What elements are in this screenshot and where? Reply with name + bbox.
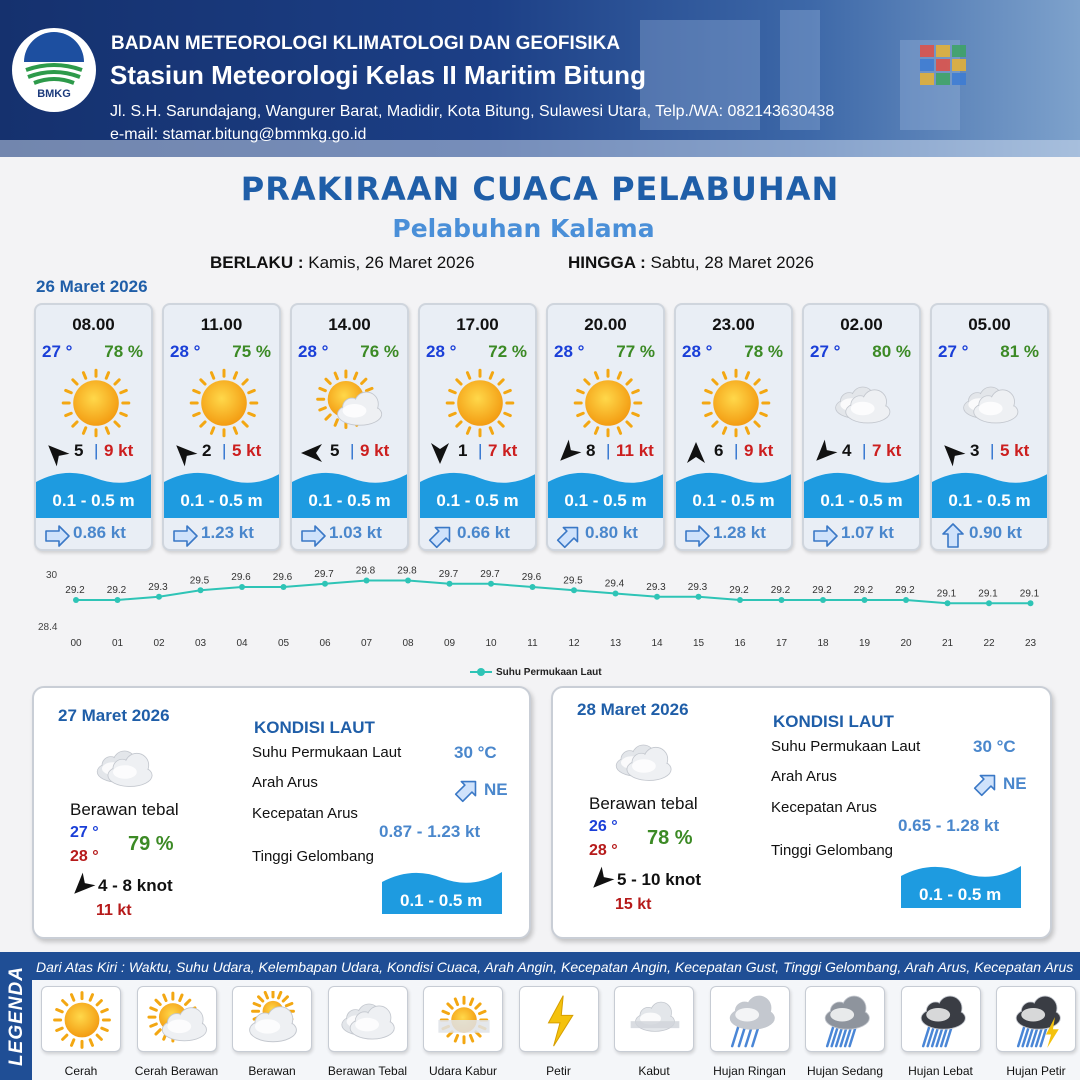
forecast-card xyxy=(34,303,153,551)
sst-point xyxy=(198,587,204,593)
current-direction-icon xyxy=(971,771,1001,802)
current-direction: NE xyxy=(1003,774,1027,793)
air-temperature: 27 ° xyxy=(42,342,73,361)
air-temperature: 28 ° xyxy=(298,342,329,361)
separator: | xyxy=(222,441,227,460)
cerah-icon xyxy=(698,365,774,446)
current-direction-icon xyxy=(170,523,200,551)
wave-height: 0.1 - 0.5 m xyxy=(820,491,903,510)
sst-chart xyxy=(0,562,1080,662)
sst-data-label: 29.7 xyxy=(314,568,334,580)
sst-label: Suhu Permukaan Laut xyxy=(252,744,402,761)
wave-height: 0.1 - 0.5 m xyxy=(919,885,1002,904)
sst-point xyxy=(156,594,162,600)
forecast-time: 08.00 xyxy=(72,315,115,334)
air-temperature: 28 ° xyxy=(170,342,201,361)
x-tick-label: 09 xyxy=(443,638,456,649)
humidity: 72 % xyxy=(488,342,527,361)
legend-label: Udara Kabur xyxy=(428,1064,498,1078)
logo-text: BMKG xyxy=(37,88,71,100)
sst-data-label: 29.6 xyxy=(521,572,542,583)
forecast-card xyxy=(418,303,537,551)
berawan-tebal-icon xyxy=(328,986,408,1052)
wind-speed: 6 xyxy=(714,441,724,460)
current-direction-label: Arah Arus xyxy=(771,768,837,785)
sst-point xyxy=(820,597,826,603)
legend-item xyxy=(418,986,508,1078)
humidity: 78 % xyxy=(744,342,783,361)
humidity: 78 % xyxy=(104,342,143,361)
humidity: 80 % xyxy=(872,342,911,361)
x-tick-label: 18 xyxy=(817,638,829,649)
weather-condition: Berawan tebal xyxy=(589,794,698,813)
x-tick-label: 21 xyxy=(941,638,954,649)
forecast-time: 05.00 xyxy=(968,315,1011,334)
min-temperature: 27 ° xyxy=(70,824,99,841)
x-tick-label: 20 xyxy=(900,638,912,649)
current-direction-icon xyxy=(452,777,482,808)
kabut-icon xyxy=(614,986,694,1052)
forecast-time: 20.00 xyxy=(584,315,627,334)
sst-data-label: 29.7 xyxy=(480,568,500,580)
x-tick-label: 01 xyxy=(111,638,124,649)
sst-point xyxy=(696,594,702,600)
x-tick-label: 05 xyxy=(277,638,290,649)
page-title: PRAKIRAAN CUACA PELABUHAN xyxy=(240,170,840,208)
forecast-date: 26 Maret 2026 xyxy=(36,277,148,296)
gust-speed: 11 kt xyxy=(616,441,654,460)
valid-to-value: Sabtu, 28 Maret 2026 xyxy=(650,253,815,272)
sst-point xyxy=(281,584,287,590)
legend-label: Cerah Berawan xyxy=(134,1064,219,1078)
sst-data-label: 29.5 xyxy=(563,575,583,587)
sst-point xyxy=(364,578,370,584)
sst-point xyxy=(737,597,743,603)
air-temperature: 28 ° xyxy=(426,342,457,361)
sst-data-label: 29.5 xyxy=(189,575,210,587)
cerah-icon xyxy=(442,365,518,446)
daily-summary-panel xyxy=(32,686,531,939)
max-temperature: 28 ° xyxy=(589,842,618,859)
x-tick-label: 02 xyxy=(153,638,165,649)
sst-point xyxy=(530,584,536,590)
legend-item xyxy=(705,986,795,1078)
sst-data-label: 29.2 xyxy=(65,585,85,596)
wave-height: 0.1 - 0.5 m xyxy=(948,491,1031,510)
cerah-icon xyxy=(58,365,134,446)
current-direction-icon xyxy=(42,523,72,551)
sst-point xyxy=(447,581,453,587)
wind-speed: 5 xyxy=(74,441,84,460)
x-tick-label: 23 xyxy=(1024,638,1037,649)
sst-data-label: 29.3 xyxy=(148,581,168,593)
legend-label: Hujan Petir xyxy=(1006,1064,1066,1078)
sst-data-label: 29.8 xyxy=(397,565,417,577)
sst-point xyxy=(862,597,868,603)
current-direction-icon xyxy=(810,523,840,551)
sst-point xyxy=(654,594,660,600)
wind-speed-range: 4 - 8 knot xyxy=(98,876,173,895)
y-tick-label: 30 xyxy=(46,570,58,581)
sst-point xyxy=(571,587,577,593)
sst-data-label: 29.2 xyxy=(770,585,791,596)
legend-item xyxy=(896,986,986,1078)
sea-condition-title: KONDISI LAUT xyxy=(773,712,894,731)
sst-point xyxy=(986,600,992,606)
sst-data-label: 29.2 xyxy=(106,585,127,596)
gust-speed: 9 kt xyxy=(104,441,134,460)
x-tick-label: 04 xyxy=(236,638,248,649)
cerah-icon xyxy=(41,986,121,1052)
current-direction: NE xyxy=(484,780,508,799)
legend-label: Petir xyxy=(546,1064,571,1078)
forecast-card xyxy=(162,303,281,551)
current-speed: 0.90 kt xyxy=(969,523,1022,542)
legend-label: Cerah xyxy=(64,1064,98,1078)
legend-label: Berawan xyxy=(248,1064,296,1078)
legend-label: Kabut xyxy=(638,1064,670,1078)
x-tick-label: 22 xyxy=(983,638,995,649)
bmkg-logo xyxy=(12,28,96,112)
separator: | xyxy=(990,441,995,460)
air-temperature: 27 ° xyxy=(810,342,841,361)
forecast-time: 17.00 xyxy=(456,315,499,334)
summary-date: 28 Maret 2026 xyxy=(577,700,689,719)
gust-speed: 9 kt xyxy=(744,441,774,460)
hujan-lebat-icon xyxy=(901,986,981,1052)
x-tick-label: 14 xyxy=(651,638,663,649)
current-speed-label: Kecepatan Arus xyxy=(252,805,358,822)
x-tick-label: 17 xyxy=(775,638,788,649)
legend-label: Hujan Lebat xyxy=(908,1064,973,1078)
wave-height: 0.1 - 0.5 m xyxy=(692,491,775,510)
forecast-time: 23.00 xyxy=(712,315,755,334)
gust-speed: 9 kt xyxy=(360,441,390,460)
x-tick-label: 07 xyxy=(360,638,373,649)
x-tick-label: 12 xyxy=(568,638,580,649)
legend-label: Hujan Sedang xyxy=(806,1064,884,1078)
sst-point xyxy=(73,597,79,603)
station-address: Jl. S.H. Sarundajang, Wangurer Barat, Madidir, Kota Bitung, Sulawesi Utara, Telp./WA: 082143630438 xyxy=(110,103,835,120)
forecast-time: 14.00 xyxy=(328,315,371,334)
gust-speed: 5 kt xyxy=(232,441,262,460)
sst-point xyxy=(115,597,121,603)
max-temperature: 28 ° xyxy=(70,848,99,865)
wind-speed: 3 xyxy=(970,441,980,460)
current-speed-range: 0.87 - 1.23 kt xyxy=(379,822,481,841)
header-banner xyxy=(0,0,1080,157)
hujan-ringan-icon xyxy=(710,986,790,1052)
agency-name: BADAN METEOROLOGI KLIMATOLOGI DAN GEOFISIKA xyxy=(111,33,621,54)
chart-legend xyxy=(470,667,602,678)
wave-height-label: Tinggi Gelombang xyxy=(771,842,894,859)
berawan-icon xyxy=(232,986,312,1052)
x-tick-label: 13 xyxy=(609,638,622,649)
wave-height: 0.1 - 0.5 m xyxy=(436,491,519,510)
station-email: e-mail: stamar.bitung@bmmkg.go.id xyxy=(110,126,367,143)
separator: | xyxy=(606,441,611,460)
current-speed: 0.80 kt xyxy=(585,523,638,542)
sst-data-label: 29.8 xyxy=(355,565,376,577)
sst-data-label: 29.7 xyxy=(438,568,459,580)
sst-data-label: 29.2 xyxy=(812,585,832,596)
x-tick-label: 00 xyxy=(70,638,82,649)
sst-data-label: 29.4 xyxy=(604,578,625,590)
wind-speed: 1 xyxy=(458,441,468,460)
separator: | xyxy=(862,441,867,460)
legend-description: Dari Atas Kiri : Waktu, Suhu Udara, Kelembapan Udara, Kondisi Cuaca, Arah Angin, Kecepatan Angin, Kecepatan Gust, Tinggi Gelombang, Arah Arus, Kecepatan Arus xyxy=(36,959,1074,975)
current-speed-range: 0.65 - 1.28 kt xyxy=(898,816,1000,835)
wave-height: 0.1 - 0.5 m xyxy=(308,491,391,510)
legend-item xyxy=(227,986,317,1078)
x-tick-label: 10 xyxy=(485,638,497,649)
humidity: 77 % xyxy=(616,342,655,361)
min-temperature: 26 ° xyxy=(589,818,618,835)
wave-height: 0.1 - 0.5 m xyxy=(52,491,135,510)
x-tick-label: 06 xyxy=(319,638,331,649)
separator: | xyxy=(350,441,355,460)
chart-legend-marker xyxy=(470,668,492,676)
wind-speed: 5 xyxy=(330,441,340,460)
y-tick-label: 28.4 xyxy=(38,622,58,633)
valid-from xyxy=(210,253,475,273)
udara-kabur-icon xyxy=(423,986,503,1052)
separator: | xyxy=(734,441,739,460)
station-name: Stasiun Meteorologi Kelas II Maritim Bitung xyxy=(110,60,646,90)
wind-speed: 2 xyxy=(202,441,212,460)
current-speed: 1.03 kt xyxy=(329,523,382,542)
berawan-tebal-icon xyxy=(86,734,166,805)
hujan-sedang-icon xyxy=(805,986,885,1052)
forecast-card xyxy=(674,303,793,551)
x-tick-label: 15 xyxy=(692,638,705,649)
wind-speed: 8 xyxy=(586,441,596,460)
valid-to-label: HINGGA : xyxy=(568,253,646,272)
legend-item xyxy=(991,986,1080,1078)
sst-data-label: 29.1 xyxy=(936,588,957,600)
separator: | xyxy=(94,441,99,460)
sst-point xyxy=(903,597,909,603)
sst-value: 30 °C xyxy=(973,737,1016,756)
sea-condition-title: KONDISI LAUT xyxy=(254,718,375,737)
forecast-time: 11.00 xyxy=(200,315,243,334)
forecast-card xyxy=(930,303,1049,551)
sst-data-label: 29.3 xyxy=(646,581,666,593)
sst-data-label: 29.2 xyxy=(729,585,749,596)
wave-height: 0.1 - 0.5 m xyxy=(180,491,263,510)
wind-speed: 4 xyxy=(842,441,852,460)
petir-icon xyxy=(519,986,599,1052)
sst-data-label: 29.3 xyxy=(687,581,708,593)
current-speed: 1.07 kt xyxy=(841,523,894,542)
sst-label: Suhu Permukaan Laut xyxy=(771,738,921,755)
legend-item xyxy=(132,986,222,1078)
sst-point xyxy=(239,584,245,590)
daily-summary-panel xyxy=(551,686,1052,939)
berawan-tebal-icon xyxy=(826,365,902,446)
sst-point xyxy=(1028,600,1034,606)
forecast-time: 02.00 xyxy=(840,315,883,334)
sst-data-label: 29.6 xyxy=(272,572,293,583)
gust-speed: 11 kt xyxy=(96,902,132,919)
berawan-tebal-icon xyxy=(605,728,685,799)
sst-point xyxy=(488,581,494,587)
page-subtitle: Pelabuhan Kalama xyxy=(392,214,655,243)
legend-icons xyxy=(32,980,1080,1080)
gust-speed: 7 kt xyxy=(488,441,518,460)
x-tick-label: 19 xyxy=(858,638,871,649)
sst-data-label: 29.2 xyxy=(853,585,874,596)
gust-speed: 7 kt xyxy=(872,441,902,460)
current-speed: 1.23 kt xyxy=(201,523,254,542)
cerah-berawan-icon xyxy=(314,365,390,446)
legend-title: LEGENDA xyxy=(6,966,27,1066)
current-direction-label: Arah Arus xyxy=(252,774,318,791)
sst-point xyxy=(779,597,785,603)
humidity: 75 % xyxy=(232,342,271,361)
sst-point xyxy=(613,591,619,597)
sst-line xyxy=(76,578,1031,604)
gust-speed: 15 kt xyxy=(615,896,652,913)
humidity: 79 % xyxy=(128,833,174,855)
x-tick-label: 11 xyxy=(527,638,538,649)
weather-condition: Berawan tebal xyxy=(70,800,179,819)
sst-data-label: 29.6 xyxy=(231,572,251,583)
air-temperature: 28 ° xyxy=(554,342,585,361)
wind-speed-range: 5 - 10 knot xyxy=(617,870,702,889)
legend-item xyxy=(323,986,413,1078)
x-tick-label: 16 xyxy=(734,638,746,649)
sst-value: 30 °C xyxy=(454,743,497,762)
summary-date: 27 Maret 2026 xyxy=(58,706,170,725)
gust-speed: 5 kt xyxy=(1000,441,1030,460)
wave-height: 0.1 - 0.5 m xyxy=(400,891,483,910)
x-tick-label: 03 xyxy=(194,638,207,649)
sst-point xyxy=(945,600,951,606)
cerah-berawan-icon xyxy=(137,986,217,1052)
legend-item xyxy=(36,986,126,1078)
sst-data-label: 29.2 xyxy=(895,585,915,596)
air-temperature: 27 ° xyxy=(938,342,969,361)
x-tick-label: 08 xyxy=(402,638,414,649)
wind-direction-icon xyxy=(66,872,98,905)
current-speed: 0.66 kt xyxy=(457,523,510,542)
separator: | xyxy=(478,441,483,460)
forecast-card xyxy=(802,303,921,551)
wave-height: 0.1 - 0.5 m xyxy=(564,491,647,510)
hujan-petir-icon xyxy=(996,986,1076,1052)
forecast-card xyxy=(546,303,665,551)
current-direction-icon xyxy=(554,523,584,551)
humidity: 81 % xyxy=(1000,342,1039,361)
current-speed-label: Kecepatan Arus xyxy=(771,799,877,816)
valid-from-value: Kamis, 26 Maret 2026 xyxy=(308,253,475,272)
sst-data-label: 29.1 xyxy=(978,588,998,600)
wave-height-label: Tinggi Gelombang xyxy=(252,848,375,865)
legend-item xyxy=(800,986,890,1078)
chart-legend-label: Suhu Permukaan Laut xyxy=(496,667,602,678)
current-speed: 1.28 kt xyxy=(713,523,766,542)
humidity: 76 % xyxy=(360,342,399,361)
sst-data-label: 29.1 xyxy=(1019,588,1040,600)
current-direction-icon xyxy=(298,523,328,551)
legend-item xyxy=(609,986,699,1078)
current-direction-icon xyxy=(938,523,968,551)
current-direction-icon xyxy=(682,523,712,551)
cerah-icon xyxy=(570,365,646,446)
berawan-tebal-icon xyxy=(954,365,1030,446)
valid-from-label: BERLAKU : xyxy=(210,253,304,272)
humidity: 78 % xyxy=(647,827,693,849)
legend-label: Berawan Tebal xyxy=(327,1064,408,1078)
current-direction-icon xyxy=(426,523,456,551)
sst-point xyxy=(322,581,328,587)
current-speed: 0.86 kt xyxy=(73,523,126,542)
forecast-card xyxy=(290,303,409,551)
valid-to xyxy=(568,253,814,273)
cerah-icon xyxy=(186,365,262,446)
sst-point xyxy=(405,578,411,584)
wind-direction-icon xyxy=(585,866,617,899)
air-temperature: 28 ° xyxy=(682,342,713,361)
legend-item xyxy=(514,986,604,1078)
legend-label: Hujan Ringan xyxy=(713,1064,786,1078)
